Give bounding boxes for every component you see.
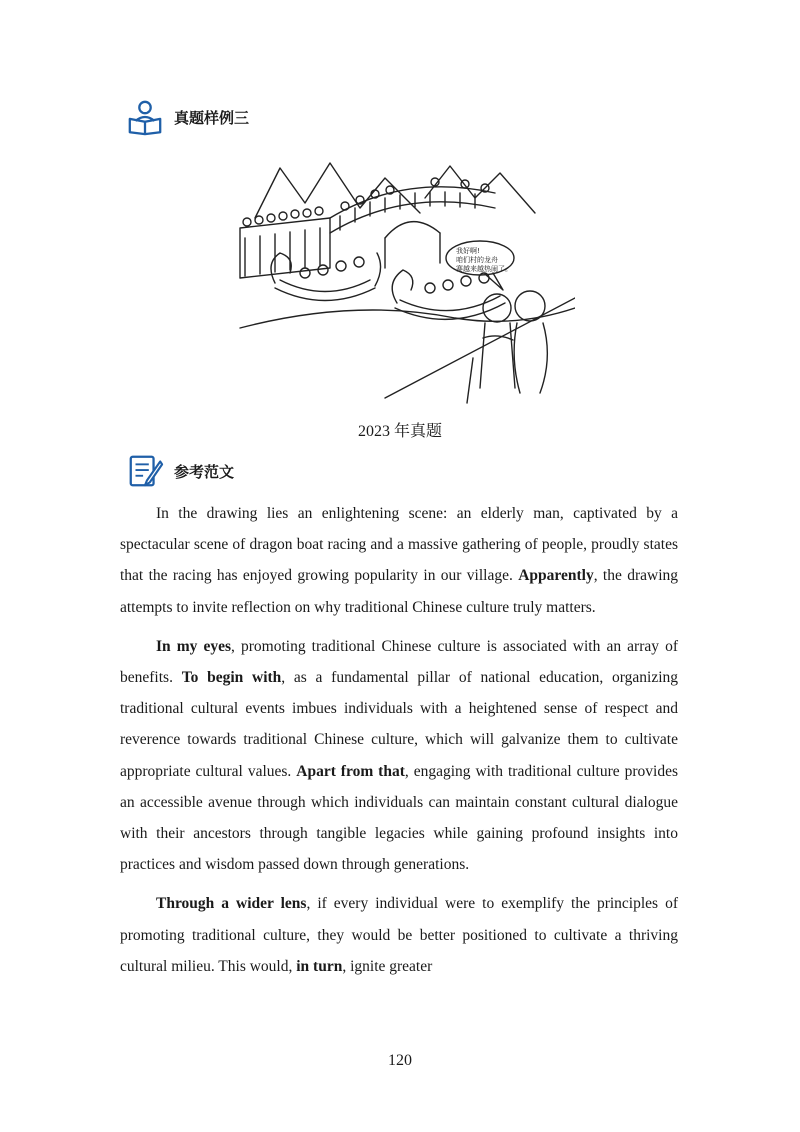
- page-number: 120: [388, 1052, 412, 1069]
- key-phrase: Apart from that: [296, 762, 405, 780]
- essay-body: [120, 498, 678, 990]
- speech-bubble-line-1: 我好啊!: [456, 247, 480, 255]
- heading-text: 真题样例三: [174, 108, 250, 127]
- essay-paragraph: [120, 888, 678, 982]
- text-run: , if every individual were to exemplify the principles of promoting traditional culture, they would be better positioned to cultivate a thriving cultural milieu. This would,: [120, 895, 678, 975]
- essay-paragraph: [120, 631, 678, 881]
- key-phrase: Through a wider lens: [156, 895, 307, 913]
- text-run: , ignite greater: [342, 957, 433, 975]
- text-run: , as a fundamental pillar of national education, organizing traditional cultural events imbues individuals with a heightened sense of respect and reverence towards traditional Chinese culture, which will galvanize them to cultivate appropriate cultural values.: [120, 669, 679, 780]
- text-run: , engaging with traditional culture provides an accessible avenue through which individuals can maintain constant cultural dialogue with their ancestors through tangible legacies while gaining profound insights into practices and wisdom passed down through generations.: [120, 762, 678, 874]
- key-phrase: in turn: [296, 957, 343, 975]
- document-pen-icon: [126, 452, 164, 490]
- text-run: In the drawing lies an enlightening scene: an elderly man, captivated by a spectacular scene of dragon boat racing and a massive gathering of people, proudly states that the racing has enjoyed growing popularity in our village.: [120, 505, 678, 585]
- figure-caption: 2023 年真题: [357, 423, 442, 440]
- section-heading-sample: [126, 98, 249, 136]
- dragon-boat-cartoon: [235, 158, 575, 408]
- heading-text: 参考范文: [174, 462, 235, 481]
- essay-paragraph: [120, 498, 678, 623]
- speech-bubble-line-2: 咱们村的龙舟: [456, 256, 498, 264]
- section-heading-model-essay: [126, 452, 234, 490]
- speech-bubble-line-3: 赛越来越热闹了。: [456, 265, 512, 273]
- key-phrase: To begin with: [181, 669, 282, 687]
- key-phrase: Apparently: [518, 567, 594, 585]
- key-phrase: In my eyes: [156, 637, 232, 655]
- text-run: , promoting traditional Chinese culture is associated with an array of benefits.: [120, 637, 678, 687]
- reader-book-icon: [126, 98, 164, 136]
- text-run: , the drawing attempts to invite reflection on why traditional Chinese culture truly matters.: [120, 567, 679, 616]
